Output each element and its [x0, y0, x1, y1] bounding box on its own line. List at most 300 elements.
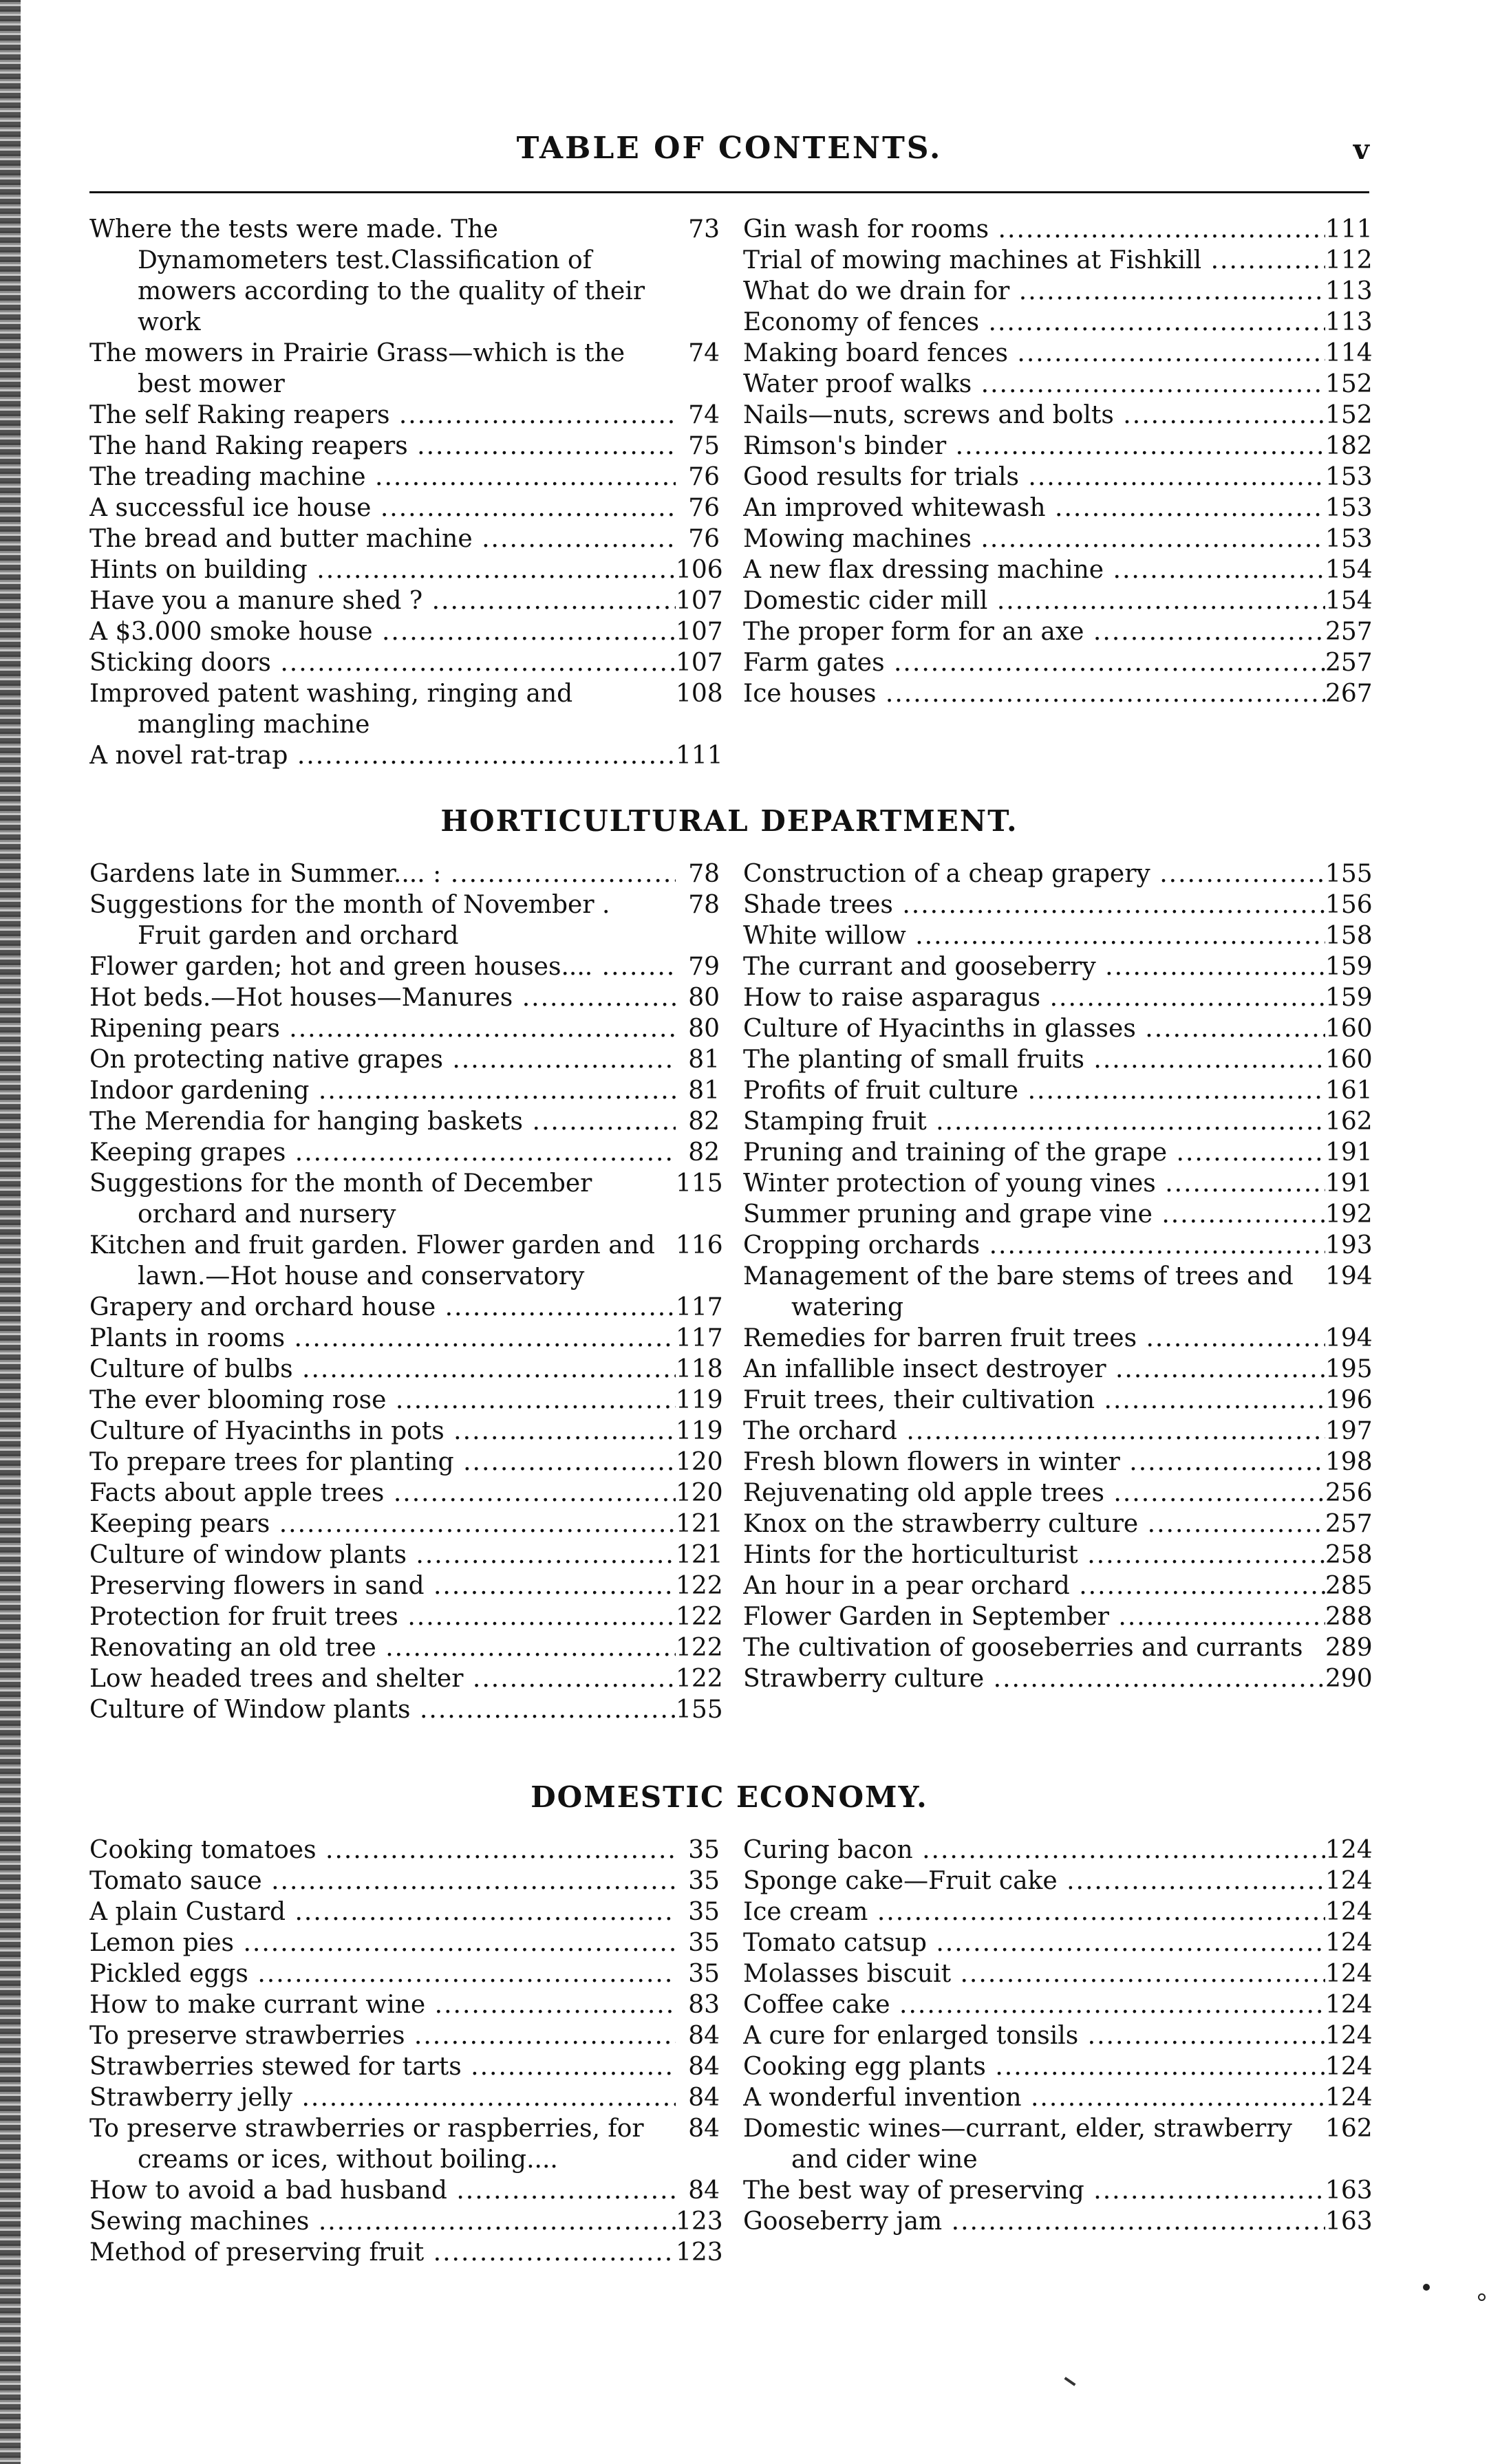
toc-entry-title: Culture of Hyacinths in pots .....	[89, 1416, 676, 1447]
toc-entry-title: Kitchen and fruit garden. Flower garden and lawn.—Hot house and conservatory	[89, 1231, 655, 1290]
toc-entry-page: 123	[676, 2238, 723, 2267]
toc-entry-title: Strawberry jelly .....	[89, 2082, 676, 2113]
toc-entry-title: Cooking egg plants .....	[743, 2051, 1325, 2082]
scan-speck	[1064, 2377, 1075, 2386]
section-title-domestic: DOMESTIC ECONOMY.	[531, 1780, 928, 1814]
toc-entry-page: 111	[1325, 215, 1373, 244]
toc-entry	[89, 1292, 723, 1323]
toc-entry-title: Protection for fruit trees .....	[89, 1601, 676, 1632]
toc-entry	[89, 1601, 723, 1632]
toc-entry	[89, 858, 720, 889]
toc-entry-page: 153	[1325, 525, 1373, 553]
toc-entry	[743, 2051, 1373, 2082]
toc-entry-page: 162	[1325, 1107, 1373, 1136]
toc-entry-page: 156	[1325, 891, 1373, 919]
toc-entry	[89, 982, 720, 1013]
toc-entry-title: Curing bacon .....	[743, 1835, 1325, 1866]
toc-entry	[89, 1927, 720, 1958]
toc-entry-page: 152	[1325, 401, 1373, 429]
toc-entry-page: 116	[676, 1231, 723, 1260]
toc-entry-title: Hints for the horticulturist .....	[743, 1539, 1325, 1570]
toc-entry-page: 191	[1325, 1169, 1373, 1198]
toc-entry-page: 35	[688, 1929, 720, 1957]
toc-entry-page: 182	[1325, 432, 1373, 460]
toc-entry-page: 84	[688, 2022, 720, 2050]
toc-entry-page: 285	[1325, 1572, 1373, 1600]
toc-entry	[743, 554, 1373, 585]
toc-entry-page: 124	[1325, 1929, 1373, 1957]
section-general	[89, 214, 1373, 771]
section-horticultural-left	[89, 858, 729, 1725]
toc-entry-page: 197	[1325, 1417, 1373, 1445]
toc-entry-page: 155	[676, 1696, 723, 1724]
toc-entry-title: An infallible insect destroyer .....	[743, 1354, 1325, 1385]
toc-entry	[743, 1927, 1373, 1958]
toc-entry	[89, 2113, 720, 2175]
toc-entry-page: 289	[1325, 1634, 1373, 1662]
toc-entry-title: Knox on the strawberry culture .....	[743, 1509, 1325, 1539]
toc-entry	[743, 1835, 1373, 1866]
toc-entry-page: 161	[1325, 1077, 1373, 1105]
toc-entry-page: 122	[676, 1603, 723, 1631]
toc-entry-page: 258	[1325, 1541, 1373, 1569]
toc-entry	[89, 2082, 720, 2113]
toc-entry-title: A cure for enlarged tonsils .....	[743, 2020, 1325, 2051]
toc-entry-title: Ice cream .....	[743, 1896, 1325, 1927]
toc-entry-title: Suggestions for the month of November . Fruit garden and orchard	[89, 891, 610, 950]
toc-entry-page: 121	[676, 1510, 723, 1538]
toc-entry	[89, 1539, 723, 1570]
toc-entry-title: Molasses biscuit .....	[743, 1958, 1325, 1989]
toc-entry-title: How to make currant wine .....	[89, 1989, 676, 2020]
toc-entry-title: A successful ice house .....	[89, 493, 676, 523]
toc-entry	[89, 1958, 720, 1989]
toc-entry	[743, 647, 1373, 678]
toc-entry-title: Sticking doors .....	[89, 647, 676, 678]
toc-entry-page: 81	[688, 1046, 720, 1074]
toc-entry-page: 163	[1325, 2207, 1373, 2236]
toc-entry-page: 124	[1325, 1867, 1373, 1895]
toc-entry-page: 74	[688, 339, 720, 367]
toc-entry	[89, 400, 720, 431]
toc-entry-page: 111	[676, 742, 723, 770]
toc-entry-title: Remedies for barren fruit trees .....	[743, 1323, 1325, 1354]
toc-entry-page: 118	[676, 1355, 723, 1383]
toc-entry	[89, 678, 723, 740]
page-title: TABLE OF CONTENTS.	[516, 131, 943, 166]
toc-entry	[89, 554, 723, 585]
toc-entry	[89, 1835, 720, 1866]
toc-entry-page: 114	[1325, 339, 1373, 367]
toc-entry-title: Stamping fruit .....	[743, 1106, 1325, 1137]
toc-entry	[89, 2020, 720, 2051]
toc-entry-title: Pruning and training of the grape .....	[743, 1137, 1325, 1168]
toc-entry	[89, 1385, 723, 1416]
toc-entry-page: 107	[676, 587, 723, 615]
toc-entry-page: 119	[676, 1417, 723, 1445]
toc-entry-page: 76	[688, 463, 720, 491]
toc-entry-title: Tomato sauce .....	[89, 1866, 676, 1896]
toc-entry	[743, 1075, 1373, 1106]
toc-entry-page: 124	[1325, 1991, 1373, 2019]
toc-entry-title: How to raise asparagus .....	[743, 982, 1325, 1013]
toc-entry	[743, 1509, 1373, 1539]
section-title-horticultural: HORTICULTURAL DEPARTMENT.	[440, 804, 1018, 838]
toc-entry	[89, 2237, 723, 2268]
toc-entry-title: White willow .....	[743, 920, 1325, 951]
toc-entry-title: A plain Custard .....	[89, 1896, 676, 1927]
toc-entry	[89, 1896, 720, 1927]
toc-entry	[743, 1106, 1373, 1137]
toc-entry	[743, 2082, 1373, 2113]
toc-entry	[89, 1013, 720, 1044]
toc-entry-title: Grapery and orchard house .....	[89, 1292, 676, 1323]
toc-entry-title: Strawberry culture .....	[743, 1663, 1325, 1694]
scan-speck	[1478, 2293, 1486, 2301]
toc-entry-title: Facts about apple trees .....	[89, 1478, 676, 1509]
toc-entry	[743, 1570, 1373, 1601]
toc-entry-title: Sponge cake—Fruit cake .....	[743, 1866, 1325, 1896]
toc-entry	[743, 889, 1373, 920]
toc-entry-title: Trial of mowing machines at Fishkill .....	[743, 245, 1325, 276]
toc-entry-page: 119	[676, 1386, 723, 1414]
toc-entry	[743, 1354, 1373, 1385]
toc-entry-title: On protecting native grapes .....	[89, 1044, 676, 1075]
toc-entry-title: Mowing machines .....	[743, 523, 1325, 554]
toc-entry-title: Making board fences .....	[743, 338, 1325, 369]
toc-entry-page: 35	[688, 1960, 720, 1988]
toc-entry-title: Coffee cake .....	[743, 1989, 1325, 2020]
toc-entry-page: 124	[1325, 1960, 1373, 1988]
toc-entry	[743, 1958, 1373, 1989]
toc-entry	[89, 1323, 723, 1354]
toc-entry-title: Domestic cider mill .....	[743, 585, 1325, 616]
toc-entry-title: Preserving flowers in sand .....	[89, 1570, 676, 1601]
toc-entry-title: Improved patent washing, ringing and mangling machine	[89, 680, 573, 739]
toc-entry	[89, 889, 720, 951]
toc-entry-page: 80	[688, 984, 720, 1012]
toc-entry-title: Hot beds.—Hot houses—Manures .....	[89, 982, 676, 1013]
toc-entry-title: Culture of Hyacinths in glasses .....	[743, 1013, 1325, 1044]
toc-entry-title: The hand Raking reapers .....	[89, 431, 676, 462]
toc-entry-title: Water proof walks .....	[743, 369, 1325, 400]
toc-entry-page: 107	[676, 618, 723, 646]
toc-entry-page: 160	[1325, 1015, 1373, 1043]
toc-entry	[89, 493, 720, 523]
toc-entry-title: A new flax dressing machine .....	[743, 554, 1325, 585]
toc-entry	[89, 2175, 720, 2206]
toc-entry-page: 159	[1325, 984, 1373, 1012]
toc-entry	[743, 431, 1373, 462]
toc-entry-page: 124	[1325, 1898, 1373, 1926]
toc-entry-page: 153	[1325, 463, 1373, 491]
toc-entry-title: Method of preserving fruit .....	[89, 2237, 676, 2268]
toc-entry-page: 154	[1325, 587, 1373, 615]
toc-entry-title: The self Raking reapers .....	[89, 400, 676, 431]
toc-entry-title: Flower Garden in September .....	[743, 1601, 1325, 1632]
toc-entry-title: The mowers in Prairie Grass—which is the best mower	[89, 339, 625, 398]
toc-entry-title: Ripening pears .....	[89, 1013, 676, 1044]
toc-entry-page: 122	[676, 1634, 723, 1662]
toc-entry-page: 290	[1325, 1665, 1373, 1693]
toc-entry	[743, 1013, 1373, 1044]
scan-speck	[1423, 2284, 1430, 2291]
toc-entry	[89, 647, 723, 678]
toc-entry-title: The bread and butter machine .....	[89, 523, 676, 554]
toc-entry	[89, 1137, 720, 1168]
toc-entry-title: Cropping orchards .....	[743, 1230, 1325, 1261]
toc-entry-title: An hour in a pear orchard .....	[743, 1570, 1325, 1601]
toc-entry-title: Summer pruning and grape vine .....	[743, 1199, 1325, 1230]
toc-entry-page: 84	[688, 2176, 720, 2205]
toc-entry-title: Hints on building .....	[89, 554, 676, 585]
section-domestic-right	[729, 1835, 1373, 2268]
toc-entry	[743, 2020, 1373, 2051]
toc-entry	[743, 1168, 1373, 1199]
toc-entry	[89, 1632, 723, 1663]
toc-entry	[89, 1478, 723, 1509]
toc-entry	[743, 1323, 1373, 1354]
toc-entry	[743, 951, 1373, 982]
toc-entry-title: To preserve strawberries .....	[89, 2020, 676, 2051]
toc-entry-page: 159	[1325, 953, 1373, 981]
toc-entry	[89, 214, 720, 338]
toc-entry-page: 198	[1325, 1448, 1373, 1476]
toc-entry	[89, 616, 723, 647]
toc-entry-page: 152	[1325, 370, 1373, 398]
toc-entry-title: Construction of a cheap grapery .....	[743, 858, 1325, 889]
toc-entry	[89, 2051, 720, 2082]
toc-entry-title: Cooking tomatoes .....	[89, 1835, 676, 1866]
toc-entry-title: Gardens late in Summer.... : .....	[89, 858, 676, 889]
toc-entry-title: A novel rat-trap .....	[89, 740, 676, 771]
running-head	[89, 131, 1369, 186]
toc-entry-title: Economy of fences .....	[743, 307, 1325, 338]
toc-entry-title: Shade trees .....	[743, 889, 1325, 920]
toc-entry-page: 153	[1325, 494, 1373, 522]
toc-entry-title: The treading machine .....	[89, 462, 676, 493]
toc-entry	[743, 307, 1373, 338]
toc-entry-title: Where the tests were made. The Dynamometers test.Classification of mowers according to the quality of their work	[89, 215, 645, 336]
toc-entry-page: 194	[1325, 1324, 1373, 1352]
toc-entry	[743, 1385, 1373, 1416]
toc-entry-page: 256	[1325, 1479, 1373, 1507]
toc-entry-title: Have you a manure shed ? .....	[89, 585, 676, 616]
toc-entry-page: 123	[676, 2207, 723, 2236]
toc-entry-page: 124	[1325, 2022, 1373, 2050]
toc-entry-title: The Merendia for hanging baskets .....	[89, 1106, 676, 1137]
toc-entry-page: 288	[1325, 1603, 1373, 1631]
toc-entry-title: Fruit trees, their cultivation .....	[743, 1385, 1325, 1416]
toc-entry-page: 108	[676, 680, 723, 708]
toc-entry	[89, 585, 723, 616]
toc-entry-title: What do we drain for .....	[743, 276, 1325, 307]
toc-entry-title: Sewing machines .....	[89, 2206, 676, 2237]
toc-entry-title: The currant and gooseberry .....	[743, 951, 1325, 982]
toc-entry-title: Management of the bare stems of trees and watering	[743, 1262, 1294, 1321]
toc-entry-title: Tomato catsup .....	[743, 1927, 1325, 1958]
toc-entry-title: Rimson's binder .....	[743, 431, 1325, 462]
toc-entry	[743, 1663, 1373, 1694]
toc-entry-title: Fresh blown flowers in winter .....	[743, 1447, 1325, 1478]
toc-entry	[743, 1199, 1373, 1230]
toc-entry-title: A wonderful invention .....	[743, 2082, 1325, 2113]
toc-entry-page: 35	[688, 1898, 720, 1926]
toc-entry-page: 35	[688, 1867, 720, 1895]
toc-entry-title: Flower garden; hot and green houses.... .....	[89, 951, 676, 982]
toc-entry-title: Winter protection of young vines .....	[743, 1168, 1325, 1199]
toc-entry-title: The proper form for an axe .....	[743, 616, 1325, 647]
toc-entry-page: 154	[1325, 556, 1373, 584]
toc-entry-title: Culture of bulbs .....	[89, 1354, 676, 1385]
toc-entry-page: 106	[676, 556, 723, 584]
toc-entry-page: 120	[676, 1479, 723, 1507]
toc-entry	[743, 2113, 1373, 2175]
toc-entry-title: Culture of Window plants .....	[89, 1694, 676, 1725]
toc-entry	[89, 1044, 720, 1075]
toc-entry-title: Keeping pears .....	[89, 1509, 676, 1539]
toc-entry	[89, 1168, 723, 1230]
toc-entry	[743, 369, 1373, 400]
toc-entry	[743, 245, 1373, 276]
toc-entry	[743, 1539, 1373, 1570]
toc-entry-page: 74	[688, 401, 720, 429]
toc-entry-page: 194	[1325, 1262, 1373, 1290]
toc-entry-title: Nails—nuts, screws and bolts .....	[743, 400, 1325, 431]
toc-entry-page: 79	[688, 953, 720, 981]
toc-entry	[743, 982, 1373, 1013]
toc-entry-title: Domestic wines—currant, elder, strawberry and cider wine	[743, 2115, 1292, 2174]
toc-entry-title: Rejuvenating old apple trees .....	[743, 1478, 1325, 1509]
page-number: v	[1353, 133, 1369, 166]
toc-entry-page: 80	[688, 1015, 720, 1043]
toc-entry-page: 76	[688, 494, 720, 522]
toc-entry-page: 257	[1325, 649, 1373, 677]
toc-entry-title: Gooseberry jam .....	[743, 2206, 1325, 2237]
toc-entry-page: 257	[1325, 618, 1373, 646]
toc-entry	[743, 1416, 1373, 1447]
toc-entry-title: Culture of window plants .....	[89, 1539, 676, 1570]
toc-entry-title: The planting of small fruits .....	[743, 1044, 1325, 1075]
toc-entry	[743, 1866, 1373, 1896]
toc-entry	[743, 1044, 1373, 1075]
toc-entry	[743, 276, 1373, 307]
toc-entry	[89, 1354, 723, 1385]
toc-entry	[743, 1632, 1373, 1663]
toc-entry-title: An improved whitewash .....	[743, 493, 1325, 523]
toc-entry-page: 78	[688, 860, 720, 888]
toc-entry	[89, 1230, 723, 1292]
toc-entry	[89, 338, 720, 400]
toc-entry-page: 82	[688, 1138, 720, 1167]
toc-entry	[743, 493, 1373, 523]
toc-entry-title: Pickled eggs .....	[89, 1958, 676, 1989]
toc-entry	[743, 462, 1373, 493]
toc-entry-title: Strawberries stewed for tarts .....	[89, 2051, 676, 2082]
toc-entry	[89, 1866, 720, 1896]
toc-entry-page: 163	[1325, 2176, 1373, 2205]
toc-entry-page: 124	[1325, 1836, 1373, 1864]
toc-entry-page: 35	[688, 1836, 720, 1864]
toc-entry-title: Ice houses .....	[743, 678, 1325, 709]
toc-entry-page: 155	[1325, 860, 1373, 888]
toc-entry-page: 83	[688, 1991, 720, 2019]
section-domestic-left	[89, 1835, 729, 2268]
toc-entry	[89, 1106, 720, 1137]
toc-entry-page: 124	[1325, 2084, 1373, 2112]
toc-entry-page: 81	[688, 1077, 720, 1105]
section-horticultural-right	[729, 858, 1373, 1725]
toc-entry	[743, 2206, 1373, 2237]
toc-entry-page: 117	[676, 1324, 723, 1352]
toc-entry	[743, 214, 1373, 245]
toc-entry-page: 117	[676, 1293, 723, 1321]
toc-entry	[89, 1663, 723, 1694]
toc-entry	[89, 1509, 723, 1539]
toc-entry	[89, 2206, 723, 2237]
toc-entry	[743, 678, 1373, 709]
toc-entry-page: 113	[1325, 277, 1373, 305]
toc-entry-page: 192	[1325, 1200, 1373, 1229]
toc-entry-page: 193	[1325, 1231, 1373, 1260]
toc-entry-title: Gin wash for rooms .....	[743, 214, 1325, 245]
toc-entry-page: 82	[688, 1107, 720, 1136]
toc-entry-page: 267	[1325, 680, 1373, 708]
scan-edge-shadow	[0, 0, 21, 2464]
toc-entry-page: 115	[676, 1169, 723, 1198]
toc-entry-title: To prepare trees for planting .....	[89, 1447, 676, 1478]
toc-entry	[89, 1694, 723, 1725]
toc-entry	[743, 2175, 1373, 2206]
toc-entry	[743, 616, 1373, 647]
toc-entry	[89, 523, 720, 554]
toc-entry-page: 84	[688, 2053, 720, 2081]
toc-entry-page: 84	[688, 2084, 720, 2112]
toc-entry	[89, 1447, 723, 1478]
section-horticultural	[89, 858, 1373, 1725]
toc-entry-page: 78	[688, 891, 720, 919]
toc-entry-title: Plants in rooms .....	[89, 1323, 676, 1354]
toc-entry	[89, 1075, 720, 1106]
toc-entry-page: 195	[1325, 1355, 1373, 1383]
toc-entry-title: To preserve strawberries or raspberries, for creams or ices, without boiling....	[89, 2115, 644, 2174]
toc-entry	[743, 1478, 1373, 1509]
toc-entry-page: 112	[1325, 246, 1373, 274]
toc-entry-title: A $3.000 smoke house .....	[89, 616, 676, 647]
toc-entry-page: 257	[1325, 1510, 1373, 1538]
toc-entry-page: 124	[1325, 2053, 1373, 2081]
toc-page	[89, 131, 1373, 2268]
toc-entry-page: 75	[688, 432, 720, 460]
section-general-left	[89, 214, 729, 771]
toc-entry-title: Low headed trees and shelter .....	[89, 1663, 676, 1694]
toc-entry-title: Farm gates .....	[743, 647, 1325, 678]
toc-entry-title: Suggestions for the month of December orchard and nursery	[89, 1169, 592, 1229]
toc-entry-page: 113	[1325, 308, 1373, 336]
toc-entry	[89, 1416, 723, 1447]
toc-entry-page: 120	[676, 1448, 723, 1476]
toc-entry-title: The best way of preserving .....	[743, 2175, 1325, 2206]
toc-entry	[743, 1896, 1373, 1927]
toc-entry	[743, 1261, 1373, 1323]
toc-entry	[743, 1230, 1373, 1261]
toc-entry-page: 122	[676, 1665, 723, 1693]
toc-entry	[743, 1137, 1373, 1168]
toc-entry-page: 73	[688, 215, 720, 244]
toc-entry-title: How to avoid a bad husband .....	[89, 2175, 676, 2206]
toc-entry	[89, 1989, 720, 2020]
toc-entry	[743, 523, 1373, 554]
